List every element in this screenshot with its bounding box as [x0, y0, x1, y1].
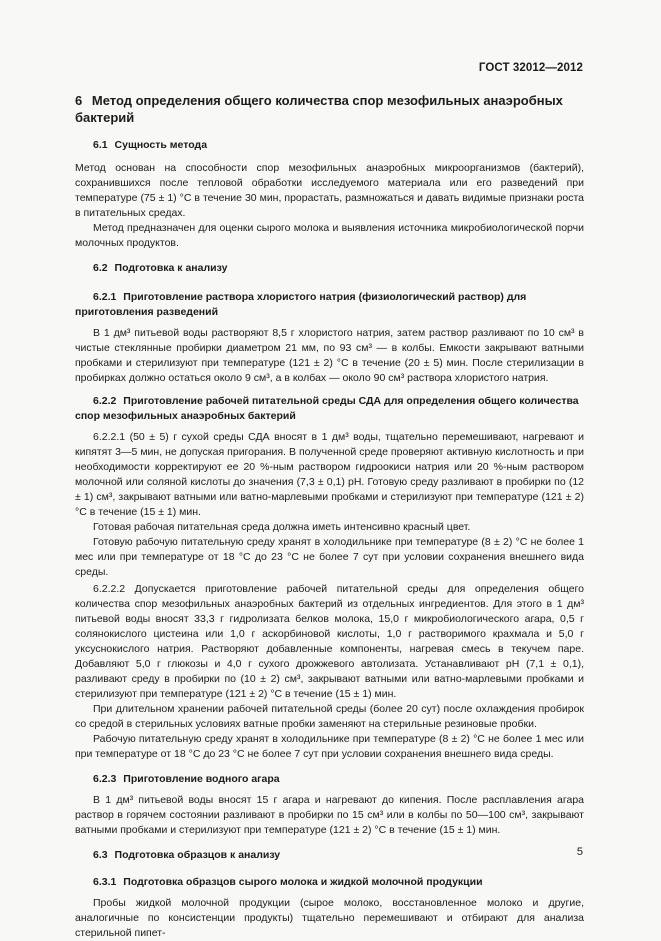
page-number: 5 — [576, 846, 583, 858]
page-content — [75, 92, 584, 941]
paragraph-6-1-2: Метод предназначен для оценки сырого молока и выявления источника микробиологической порчи молочных продуктов. — [75, 222, 584, 249]
section-6-2-3-number: 6.2.3 — [93, 773, 117, 785]
section-6-3-number: 6.3 — [93, 849, 108, 861]
paragraph-6-2-2-2-long-storage: При длительном хранении рабочей питательной среды (более 20 сут) после охлаждения пробирок со средой в стерильных условиях ватные пробки заменяют на стерильные резиновые пробки. — [75, 703, 584, 730]
paragraph-6-3-1: Пробы жидкой молочной продукции (сырое молоко, восстановленное молоко и другие, аналогичные по консистенции продукты) тщательно перемешивают и отбирают для анализа стерильной пипет- — [75, 897, 584, 939]
paragraph-6-2-2-2: 6.2.2.2 Допускается приготовление рабочей питательной среды для определения общего количества спор мезофильных анаэробных бактерий из отдельных ингредиентов. Для этого в 1 дм³ питьевой воды вносят 33,3 г гидролизата белков молока, 15,0 г микробиологического агара, 0,5 г солянокислого цистеина или 1,0 г аскорбиновой кислоты, 1,0 г растворимого крахмала и 5,0 г уксуснокислого натрия. Растворяют добавленные компоненты, нагревая смесь в текучем паре. Добавляют 5,0 г глюкозы и 4,0 г сухого дрожжевого автолизата. Устанавливают рН (7,1 ± 0,1), разливают среду в пробирки по (10 ± 2) см³, закрывают ватными или ватно-марлевыми пробками и стерилизуют при температуре (121 ± 2) °С в течение (15 ± 1) мин. — [75, 583, 584, 700]
paragraph-6-2-1: В 1 дм³ питьевой воды растворяют 8,5 г хлористого натрия, затем раствор разливают по 10 см³ в чистые стеклянные пробирки диаметром 21 мм, по 93 см³ — в колбы. Емкости закрывают ватными пробками и стерилизуют при температуре (121 ± 2) °С в течение (20 ± 5) мин. После стерилизации в пробирках должно остаться около 9 см³, а в колбах — около 90 см³ раствора хлористого натрия. — [75, 327, 584, 384]
section-6-3-heading — [75, 848, 584, 863]
paragraph-6-2-2-2-storage: Рабочую питательную среду хранят в холодильнике при температуре (8 ± 2) °С не более 1 мес или при температуре от 18 °С до 23 °С не более 7 сут при условии сохранения внешнего вида среды. — [75, 733, 584, 760]
section-6-1-title: Сущность метода — [114, 139, 208, 151]
paragraph-6-2-2-1-storage: Готовую рабочую питательную среду хранят в холодильнике при температуре (8 ± 2) °С не более 1 мес или при температуре от 18 °С до 23 °С не более 7 сут при условии сохранения внешнего вида среды. — [75, 536, 584, 578]
section-6-title: Метод определения общего количества спор мезофильных анаэробных бактерий — [75, 93, 563, 125]
paragraph-6-2-2-1: 6.2.2.1 (50 ± 5) г сухой среды СДА вносят в 1 дм³ воды, тщательно перемешивают, нагревают и кипятят 3—5 мин, не допуская пригорания. В полученной среде проверяют активную кислотность и при необходимости корректируют ее 20 %-ным раствором гидроокиси натрия или 20 %-ным раствором молочной или соляной кислоты до значения (7,3 ± 0,1) рН. Готовую среду разливают в пробирки по (12 ± 1) см³, закрывают ватными или ватно-марлевыми пробками и стерилизуют при температуре (121 ± 2) °С в течение (15 ± 1) мин. — [75, 431, 584, 518]
paragraph-6-2-2-1-color: Готовая рабочая питательная среда должна иметь интенсивно красный цвет. — [93, 521, 471, 533]
document-id: ГОСТ 32012—2012 — [478, 62, 583, 74]
section-6-2-heading — [75, 261, 584, 276]
section-6-number: 6 — [75, 93, 83, 108]
section-6-2-number: 6.2 — [93, 262, 108, 274]
section-6-2-1-number: 6.2.1 — [93, 291, 117, 303]
section-6-2-3-heading — [75, 772, 584, 787]
paragraph-6-1-1: Метод основан на способности спор мезофильных анаэробных микроорганизмов (бактерий), сохранившихся после тепловой обработки исследуемого материала или его разведений при температуре (75 ± 1) °С в течение 30 мин, прорастать, размножаться и давать видимые признаки роста в питательных средах. — [75, 162, 584, 219]
section-6-1-heading — [75, 138, 584, 153]
section-6-heading — [75, 92, 584, 126]
section-6-3-1-number: 6.3.1 — [93, 876, 117, 888]
section-6-2-2-heading — [75, 394, 584, 424]
section-6-3-1-heading — [75, 875, 584, 890]
paragraph-6-2-3: В 1 дм³ питьевой воды вносят 15 г агара и нагревают до кипения. После расплавления агара раствор в горячем состоянии разливают в пробирки по 15 см³ или в колбы по 50—100 см³, закрывают ватными пробками и стерилизуют при температуре (121 ± 2) °С в течение (15 ± 1) мин. — [75, 794, 584, 836]
section-6-2-title: Подготовка к анализу — [114, 262, 228, 274]
section-6-3-title: Подготовка образцов к анализу — [114, 849, 281, 861]
section-6-2-2-number: 6.2.2 — [93, 395, 117, 407]
section-6-1-number: 6.1 — [93, 139, 108, 151]
section-6-2-2-title: Приготовление рабочей питательной среды СДА для определения общего количества спор мезофильных анаэробных бактерий — [75, 395, 579, 422]
section-6-2-1-heading — [75, 290, 584, 320]
section-6-2-1-title: Приготовление раствора хлористого натрия (физиологический раствор) для приготовления разведений — [75, 291, 527, 318]
section-6-3-1-title: Подготовка образцов сырого молока и жидкой молочной продукции — [123, 876, 483, 888]
section-6-2-3-title: Приготовление водного агара — [123, 773, 280, 785]
